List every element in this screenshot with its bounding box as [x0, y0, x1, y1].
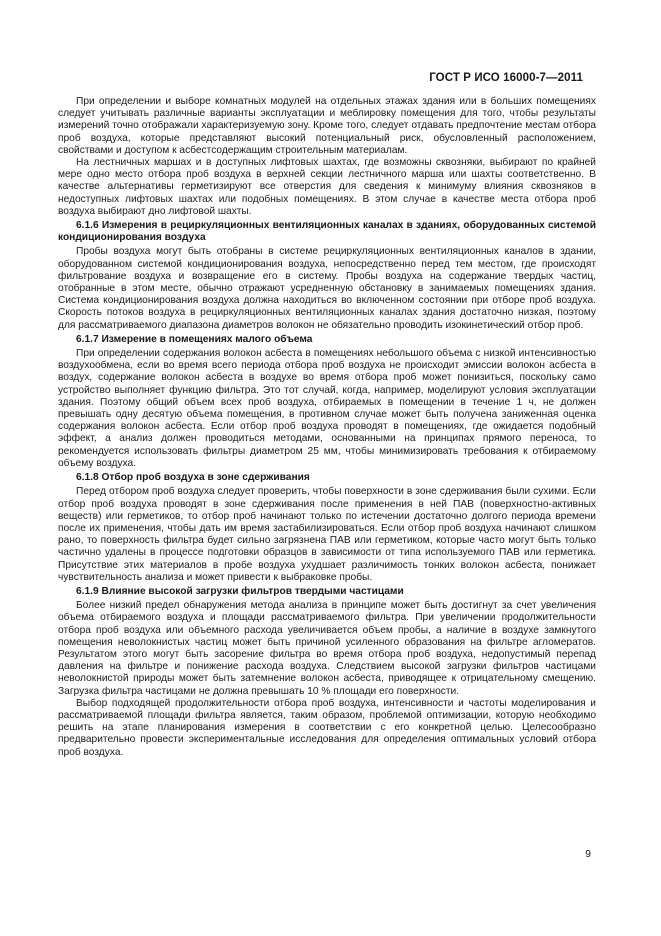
standard-code-header: ГОСТ Р ИСО 16000-7—2011	[429, 72, 583, 84]
heading-6-1-8: 6.1.8 Отбор проб воздуха в зоне сдерживания	[76, 472, 310, 484]
heading-6-1-6: 6.1.6 Измерения в рециркуляционных вентиляционных каналах в зданиях, оборудованных системой кондиционирования воздуха	[58, 220, 596, 244]
document-body	[58, 96, 596, 759]
heading-6-1-7: 6.1.7 Измерение в помещениях малого объема	[76, 333, 313, 345]
paragraph-containment-zone: Перед отбором проб воздуха следует проверить, чтобы поверхности в зоне сдерживания были сухими. Если отбор проб воздуха проводят в зоне сдерживания после применения в ней ПАВ (поверхностно-активных веществ) или герметиков, то отбор проб начинают только по истечении достаточно долгого периода времени после их применения, чтобы дать им время застабилизироваться. Если отбор проб воздуха начинают слишком рано, то поверхность фильтра будет сильно загрязнена ПАВ или герметиком, которые часто могут быть только частично удалены в процессе подготовки образцов в зависимости от типа используемого ПАВ или герметика. Присутствие этих материалов в пробе воздуха ухудшает различимость тонких волокон асбеста, понижает чувствительность анализа и может привести к выбраковке пробы.	[58, 486, 596, 583]
paragraph-small-rooms: При определении содержания волокон асбеста в помещениях небольшого объема с низкой интенсивностью воздухообмена, если во время всего периода отбора проб воздуха не происходит эмиссии волокон асбеста в воздух, содержание волокон асбеста в воздухе во время отбора проб может понизиться, поскольку само устройство выполняет функцию фильтра. Это тот случай, когда, например, моделируют условия эксплуатации здания. Поэтому общий объем всех проб воздуха, отбираемых в помещении в течение 1 ч, не должен превышать одну десятую объема помещения, в противном случае может быть получена заниженная оценка содержания волокон асбеста. Если отбор проб воздуха проводят в помещениях, где ожидается подобный эффект, а анализ должен проводиться методами, основанными на принципах прямого переноса, то рекомендуется использовать фильтры диаметром 25 мм, чтобы минимизировать требования к отбираемому объему воздуха.	[58, 348, 596, 469]
paragraph-recirculation-ducts: Пробы воздуха могут быть отобраны в системе рециркуляционных вентиляционных каналов в здании, оборудованном системой кондиционирования воздуха, непосредственно перед тем местом, где происходят фильтрование воздуха и возвращение его в систему. Пробы воздуха на содержание твердых частиц, отобранные в этом месте, обычно отражают усредненную обстановку в занимаемых помещениях здания. Система кондиционирования воздуха должна находиться во включенном состоянии при отборе проб воздуха. Скорость потоков воздуха в рециркуляционных вентиляционных каналах здания достаточно низкая, поэтому для рассматриваемого диапазона диаметров волокон не обязательно проводить изокинетический отбор проб.	[58, 246, 596, 331]
page-number: 9	[585, 848, 591, 860]
paragraph-module-selection: При определении и выборе комнатных модулей на отдельных этажах здания или в больших помещениях следует учитывать различные варианты эксплуатации и меблировку помещения для того, чтобы результаты измерений точно отображали характеризуемую зону. Кроме того, следует отдавать предпочтение местам отбора проб воздуха, которые представляют высокий потенциальный риск, обусловленный расположением, свойствами и доступом к асбестсодержащим строительным материалам.	[58, 96, 596, 156]
paragraph-stairwells: На лестничных маршах и в доступных лифтовых шахтах, где возможны сквозняки, выбирают по крайней мере одно место отбора проб воздуха в верхней секции лестничного марша или шахты соответственно. В качестве альтернативы герметизируют все отверстия для сведения к минимуму влияния сквозняков в недоступных лифтовых шахтах или подобных помещениях. В этом случае в качестве места отбора проб воздуха выбирают дно лифтовой шахты.	[58, 157, 596, 217]
paragraph-filter-loading: Более низкий предел обнаружения метода анализа в принципе может быть достигнут за счет увеличения объема отбираемого воздуха и площади рассматриваемого фильтра. При увеличении продолжительности отбора проб воздуха или объемного расхода увеличивается объем пробы, а наличие в воздухе замкнутого помещения неволокнистых частиц может быть причиной усиленного образования на фильтре агломератов. Результатом этого могут быть засорение фильтра во время отбора проб воздуха, недопустимый перепад давления на фильтре и понижение расхода воздуха. Следствием высокой загрузки фильтров частицами неволокнистой природы может быть затемнение волокон асбеста, приводящее к отрицательному смещению. Загрузка фильтра частицами не должна превышать 10 % площади его поверхности.	[58, 600, 596, 697]
paragraph-optimization: Выбор подходящей продолжительности отбора проб воздуха, интенсивности и частоты моделирования и рассматриваемой площади фильтра является, таким образом, проблемой оптимизации, которую необходимо решить на этапе планирования измерения в соответствии с его конкретной целью. Целесообразно предварительно провести экспериментальные исследования для определения оптимальных условий отбора проб воздуха.	[58, 697, 596, 758]
heading-6-1-9: 6.1.9 Влияние высокой загрузки фильтров твердыми частицами	[76, 585, 404, 597]
